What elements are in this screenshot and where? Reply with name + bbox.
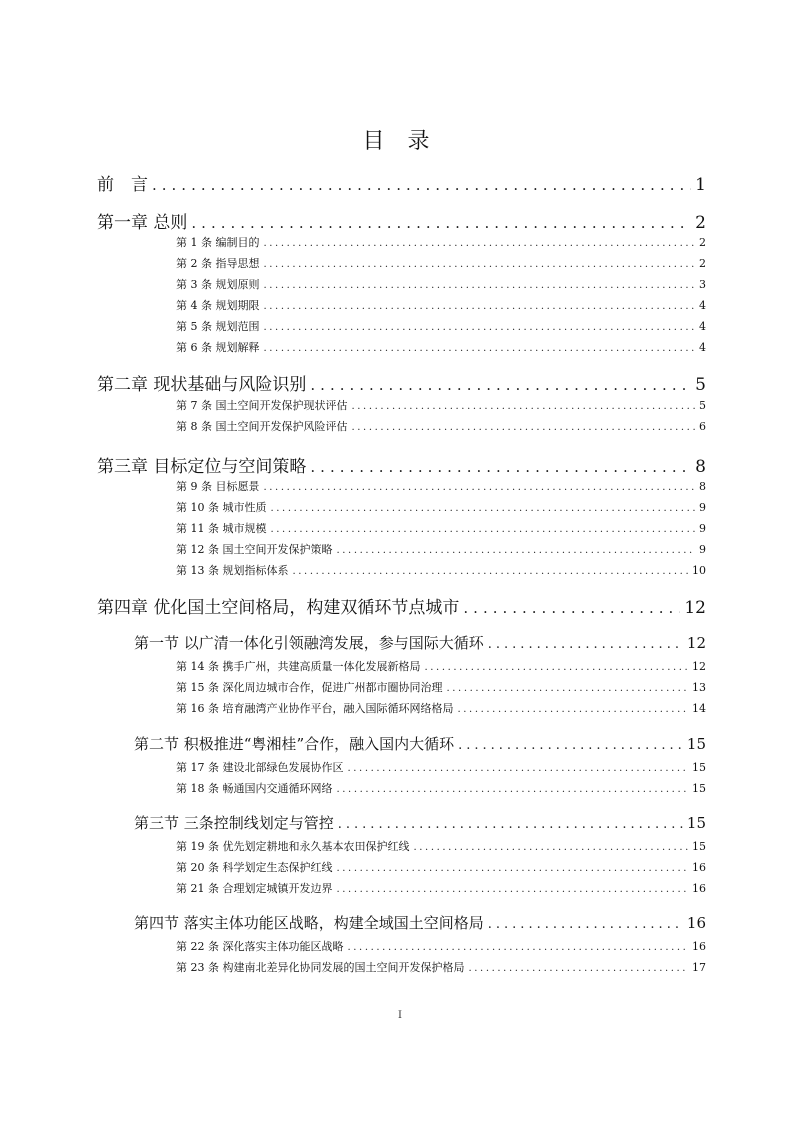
toc-dot-leader bbox=[352, 422, 696, 433]
toc-dot-leader bbox=[271, 503, 696, 514]
toc-entry-label: 第 5 条 规划范围 bbox=[176, 320, 260, 333]
toc-article-entry[interactable] bbox=[176, 700, 706, 716]
toc-article-entry[interactable] bbox=[176, 318, 706, 334]
toc-entry-label: 第三节 三条控制线划定与管控 bbox=[134, 814, 334, 832]
toc-dot-leader bbox=[337, 784, 689, 795]
toc-article-entry[interactable] bbox=[176, 418, 706, 434]
toc-dot-leader bbox=[337, 884, 689, 895]
toc-article-entry[interactable] bbox=[176, 234, 706, 250]
toc-dot-leader bbox=[348, 942, 689, 953]
toc-entry-page: 10 bbox=[692, 564, 706, 577]
toc-dot-leader bbox=[264, 322, 696, 333]
toc-entry-label: 第一章 总则 bbox=[97, 213, 188, 233]
toc-article-entry[interactable] bbox=[176, 938, 706, 954]
toc-entry-page: 15 bbox=[686, 735, 706, 753]
toc-dot-leader bbox=[414, 842, 689, 853]
toc-article-entry[interactable] bbox=[176, 679, 706, 695]
toc-entry-page: 16 bbox=[692, 940, 706, 953]
toc-entry-label: 第 11 条 城市规模 bbox=[176, 522, 267, 535]
toc-dot-leader bbox=[264, 259, 696, 270]
toc-dot-leader bbox=[271, 524, 696, 535]
toc-dot-leader bbox=[337, 545, 696, 556]
toc-dot-leader bbox=[447, 683, 689, 694]
toc-article-entry[interactable] bbox=[176, 838, 706, 854]
toc-dot-leader bbox=[352, 401, 696, 412]
toc-section-entry[interactable] bbox=[134, 812, 706, 834]
toc-dot-leader bbox=[264, 301, 696, 312]
toc-entry-label: 第二章 现状基础与风险识别 bbox=[97, 375, 307, 395]
toc-entry-page: 5 bbox=[699, 399, 706, 412]
toc-entry-page: 12 bbox=[684, 598, 706, 618]
toc-entry-label: 第 21 条 合理划定城镇开发边界 bbox=[176, 882, 333, 895]
toc-entry-label: 第 22 条 深化落实主体功能区战略 bbox=[176, 940, 344, 953]
toc-entry-page: 4 bbox=[699, 320, 706, 333]
toc-dot-leader bbox=[152, 176, 691, 194]
toc-entry-label: 第 20 条 科学划定生态保护红线 bbox=[176, 861, 333, 874]
toc-entry-label: 第 15 条 深化周边城市合作，促进广州都市圈协同治理 bbox=[176, 681, 443, 694]
toc-entry-page: 16 bbox=[686, 914, 706, 932]
toc-entry-page: 5 bbox=[695, 375, 706, 395]
toc-article-entry[interactable] bbox=[176, 759, 706, 775]
toc-entry-label: 第 16 条 培育融湾产业协作平台，融入国际循环网络格局 bbox=[176, 702, 454, 715]
toc-article-entry[interactable] bbox=[176, 499, 706, 515]
page-number: I bbox=[398, 1010, 402, 1021]
toc-entry-label: 第 1 条 编制目的 bbox=[176, 236, 260, 249]
toc-dot-leader bbox=[191, 214, 691, 232]
toc-entry-page: 14 bbox=[692, 702, 706, 715]
toc-article-entry[interactable] bbox=[176, 562, 706, 578]
toc-chapter-entry[interactable] bbox=[97, 170, 706, 194]
toc-entry-page: 9 bbox=[699, 501, 706, 514]
toc-entry-label: 第 7 条 国土空间开发保护现状评估 bbox=[176, 399, 348, 412]
toc-entry-label: 第 14 条 携手广州，共建高质量一体化发展新格局 bbox=[176, 660, 421, 673]
toc-entry-page: 9 bbox=[699, 543, 706, 556]
toc-entry-label: 第四节 落实主体功能区战略，构建全域国土空间格局 bbox=[134, 914, 484, 932]
toc-entry-page: 15 bbox=[692, 761, 706, 774]
toc-dot-leader bbox=[264, 280, 696, 291]
toc-entry-label: 第 3 条 规划原则 bbox=[176, 278, 260, 291]
toc-dot-leader bbox=[463, 599, 680, 617]
toc-article-entry[interactable] bbox=[176, 397, 706, 413]
toc-dot-leader bbox=[458, 704, 689, 715]
toc-chapter-entry[interactable] bbox=[97, 452, 706, 476]
toc-entry-page: 12 bbox=[686, 634, 706, 652]
toc-entry-page: 2 bbox=[699, 236, 706, 249]
toc-entry-label: 第 10 条 城市性质 bbox=[176, 501, 267, 514]
toc-entry-label: 第 4 条 规划期限 bbox=[176, 299, 260, 312]
toc-dot-leader bbox=[488, 917, 683, 932]
toc-entry-label: 第三章 目标定位与空间策略 bbox=[97, 457, 307, 477]
toc-entry-page: 2 bbox=[695, 213, 706, 233]
toc-dot-leader bbox=[348, 763, 689, 774]
toc-entry-page: 2 bbox=[699, 257, 706, 270]
toc-entry-page: 1 bbox=[695, 175, 706, 195]
toc-section-entry[interactable] bbox=[134, 912, 706, 934]
toc-entry-label: 第 19 条 优先划定耕地和永久基本农田保护红线 bbox=[176, 840, 410, 853]
toc-entry-label: 第 13 条 规划指标体系 bbox=[176, 564, 289, 577]
toc-dot-leader bbox=[338, 817, 683, 832]
toc-article-entry[interactable] bbox=[176, 276, 706, 292]
toc-dot-leader bbox=[488, 637, 683, 652]
toc-entry-label: 第四章 优化国土空间格局，构建双循环节点城市 bbox=[97, 598, 460, 618]
toc-dot-leader bbox=[264, 238, 696, 249]
toc-article-entry[interactable] bbox=[176, 780, 706, 796]
toc-entry-label: 第 17 条 建设北部绿色发展协作区 bbox=[176, 761, 344, 774]
toc-article-entry[interactable] bbox=[176, 297, 706, 313]
toc-entry-label: 第 9 条 目标愿景 bbox=[176, 480, 260, 493]
toc-entry-page: 4 bbox=[699, 341, 706, 354]
toc-entry-label: 第 2 条 指导思想 bbox=[176, 257, 260, 270]
toc-entry-page: 4 bbox=[699, 299, 706, 312]
toc-entry-page: 15 bbox=[692, 782, 706, 795]
toc-article-entry[interactable] bbox=[176, 880, 706, 896]
toc-entry-page: 17 bbox=[692, 961, 706, 974]
toc-entry-label: 前 言 bbox=[97, 175, 148, 195]
toc-entry-label: 第 8 条 国土空间开发保护风险评估 bbox=[176, 420, 348, 433]
toc-article-entry[interactable] bbox=[176, 520, 706, 536]
toc-dot-leader bbox=[264, 482, 696, 493]
toc-entry-label: 第一节 以广清一体化引领融湾发展，参与国际大循环 bbox=[134, 634, 484, 652]
toc-entry-label: 第二节 积极推进“粤湘桂”合作，融入国内大循环 bbox=[134, 735, 455, 753]
toc-entry-page: 13 bbox=[692, 681, 706, 694]
toc-entry-page: 15 bbox=[692, 840, 706, 853]
toc-entry-page: 16 bbox=[692, 861, 706, 874]
toc-chapter-entry[interactable] bbox=[97, 593, 706, 617]
toc-dot-leader bbox=[310, 458, 691, 476]
toc-dot-leader bbox=[310, 376, 691, 394]
toc-entry-page: 15 bbox=[686, 814, 706, 832]
toc-section-entry[interactable] bbox=[134, 632, 706, 654]
toc-chapter-entry[interactable] bbox=[97, 208, 706, 232]
toc-entry-page: 8 bbox=[699, 480, 706, 493]
toc-entry-page: 12 bbox=[692, 660, 706, 673]
toc-dot-leader bbox=[293, 566, 689, 577]
toc-entry-label: 第 12 条 国土空间开发保护策略 bbox=[176, 543, 333, 556]
toc-dot-leader bbox=[264, 343, 696, 354]
toc-article-entry[interactable] bbox=[176, 255, 706, 271]
toc-chapter-entry[interactable] bbox=[97, 370, 706, 394]
toc-entry-label: 第 23 条 构建南北差异化协同发展的国土空间开发保护格局 bbox=[176, 961, 465, 974]
toc-entry-page: 9 bbox=[699, 522, 706, 535]
toc-article-entry[interactable] bbox=[176, 339, 706, 355]
toc-entry-page: 3 bbox=[699, 278, 706, 291]
toc-entry-page: 16 bbox=[692, 882, 706, 895]
toc-entry-label: 第 18 条 畅通国内交通循环网络 bbox=[176, 782, 333, 795]
toc-dot-leader bbox=[425, 662, 689, 673]
toc-article-entry[interactable] bbox=[176, 541, 706, 557]
toc-entry-page: 6 bbox=[699, 420, 706, 433]
toc-title: 目 录 bbox=[362, 129, 438, 154]
toc-entry-label: 第 6 条 规划解释 bbox=[176, 341, 260, 354]
toc-dot-leader bbox=[337, 863, 689, 874]
toc-article-entry[interactable] bbox=[176, 478, 706, 494]
toc-article-entry[interactable] bbox=[176, 859, 706, 875]
toc-dot-leader bbox=[469, 963, 689, 974]
toc-dot-leader bbox=[458, 738, 683, 753]
toc-entry-page: 8 bbox=[695, 457, 706, 477]
toc-article-entry[interactable] bbox=[176, 959, 706, 975]
toc-article-entry[interactable] bbox=[176, 658, 706, 674]
toc-section-entry[interactable] bbox=[134, 733, 706, 755]
